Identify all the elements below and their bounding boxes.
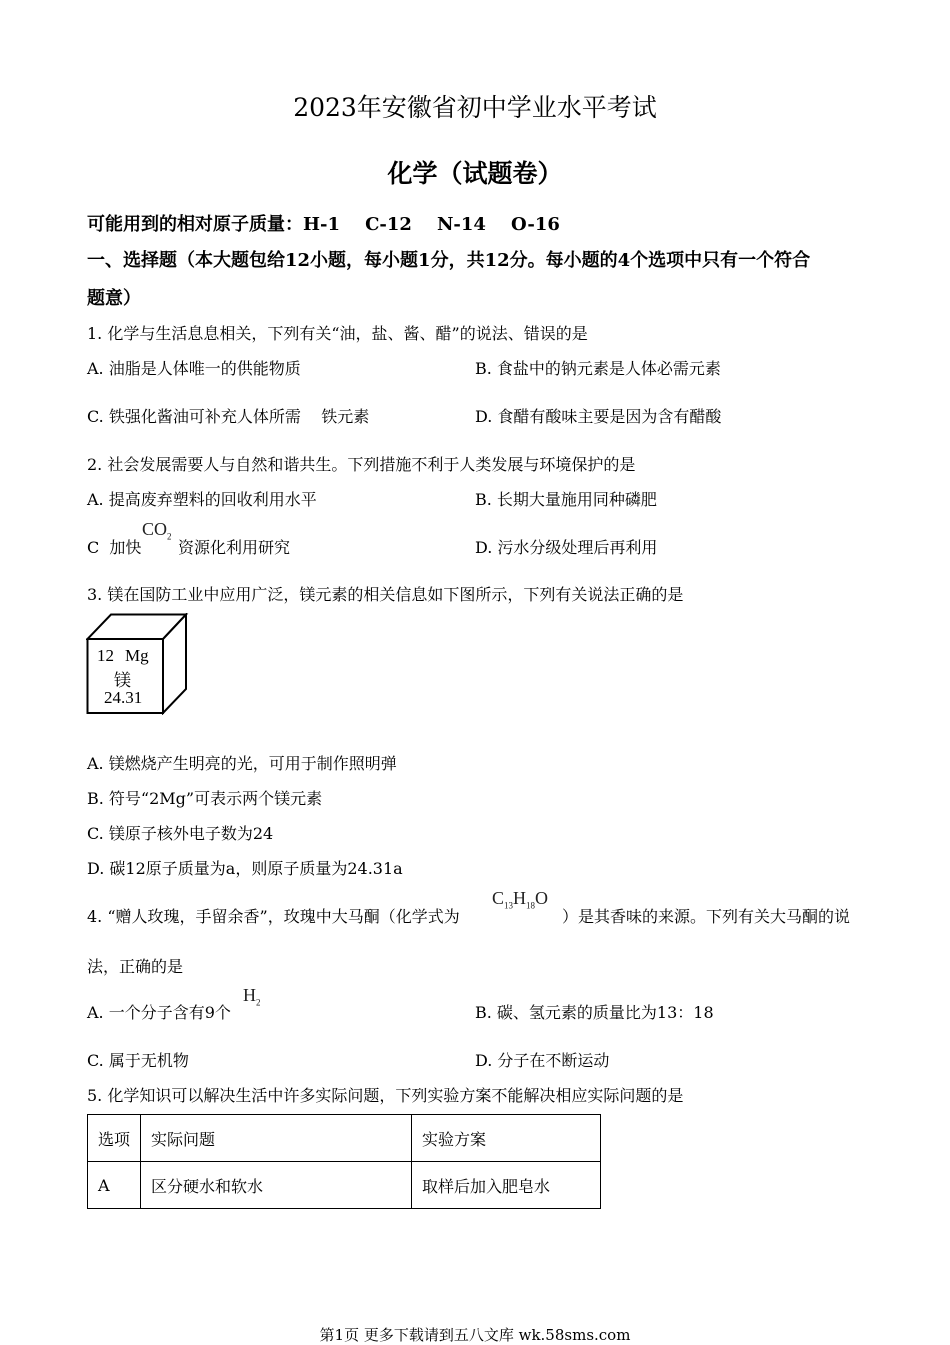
q4-damascone-formula: $C_{13}H_{18}O$ [492, 888, 549, 911]
question-1-stem: 1. 化学与生活息息相关，下列有关“油，盐、酱、醋”的说法、错误的是 [87, 324, 588, 343]
question-3-stem: 3. 镁在国防工业中应用广泛，镁元素的相关信息如下图所示，下列有关说法正确的是 [87, 585, 684, 604]
q3-option-c: C. 镁原子核外电子数为24 [87, 824, 274, 843]
question-4-stem: 4. “赠人玫瑰，手留余香”，玫瑰中大马酮（化学式为 [87, 907, 460, 926]
page-subtitle: 化学（试题卷） [387, 159, 563, 188]
q1-option-a: A. 油脂是人体唯一的供能物质 [87, 359, 301, 378]
q4-option-d: D. 分子在不断运动 [475, 1051, 610, 1070]
q1-option-b: B. 食盐中的钠元素是人体必需元素 [475, 359, 721, 378]
table-cell: 取样后加入肥皂水 [412, 1162, 601, 1209]
element-name: 镁 [114, 671, 131, 691]
table-header-cell: 选项 [88, 1115, 141, 1162]
q1-option-d: D. 食醋有酸味主要是因为含有醋酸 [475, 407, 722, 426]
q2-option-a: A. 提高废弃塑料的回收利用水平 [87, 490, 317, 509]
table-header-cell: 实际问题 [141, 1115, 412, 1162]
q4-option-a: A. 一个分子含有9个 [87, 1003, 231, 1022]
q1-option-c: C. 铁强化酱油可补充人体所需 铁元素 [87, 407, 370, 426]
page-footer: 第1页 更多下载请到五八文库 wk.58sms.com [319, 1326, 631, 1344]
question-2-stem: 2. 社会发展需要人与自然和谐共生。下列措施不利于人类发展与环境保护的是 [87, 455, 636, 474]
table-cell: 区分硬水和软水 [141, 1162, 412, 1209]
question-4-stem-suffix: ）是其香味的来源。下列有关大马酮的说 [562, 907, 851, 926]
section-heading: 一、选择题（本大题包给12小题，每小题1分，共12分。每小题的4个选项中只有一个符合 [87, 250, 811, 271]
q2-option-c-prefix: C 加快 [87, 538, 142, 557]
q2-option-b: B. 长期大量施用同种磷肥 [475, 490, 657, 509]
table-header-cell: 实验方案 [412, 1115, 601, 1162]
element-atomic-number: 12 [97, 646, 114, 665]
table-header-row [88, 1115, 601, 1162]
table-row [88, 1162, 601, 1209]
element-symbol: Mg [125, 646, 149, 665]
atomic-masses-line: 可能用到的相对原子质量：H-1 C-12 N-14 O-16 [87, 214, 560, 235]
page-title: 2023年安徽省初中学业水平考试 [293, 93, 657, 122]
question-5-stem: 5. 化学知识可以解决生活中许多实际问题，下列实验方案不能解决相应实际问题的是 [87, 1086, 684, 1105]
q3-option-b: B. 符号“2Mg”可表示两个镁元素 [87, 789, 323, 808]
q4-option-b: B. 碳、氢元素的质量比为13：18 [475, 1003, 714, 1022]
q5-table [87, 1114, 601, 1209]
element-atomic-mass: 24.31 [104, 688, 143, 707]
q4-h2-formula: $H_2$ [243, 985, 261, 1008]
q3-option-d: D. 碳12原子质量为a，则原子质量为24.31a [87, 859, 403, 878]
question-4-stem-cont: 法，正确的是 [87, 957, 184, 976]
q4-option-c: C. 属于无机物 [87, 1051, 189, 1070]
q2-option-c-suffix: 资源化利用研究 [178, 538, 291, 557]
q2-option-d: D. 污水分级处理后再利用 [475, 538, 658, 557]
section-heading-cont: 题意） [87, 288, 141, 309]
q2-co2-formula: $CO_2$ [142, 519, 172, 542]
table-cell: A [88, 1162, 141, 1209]
q3-option-a: A. 镁燃烧产生明亮的光，可用于制作照明弹 [87, 754, 397, 773]
